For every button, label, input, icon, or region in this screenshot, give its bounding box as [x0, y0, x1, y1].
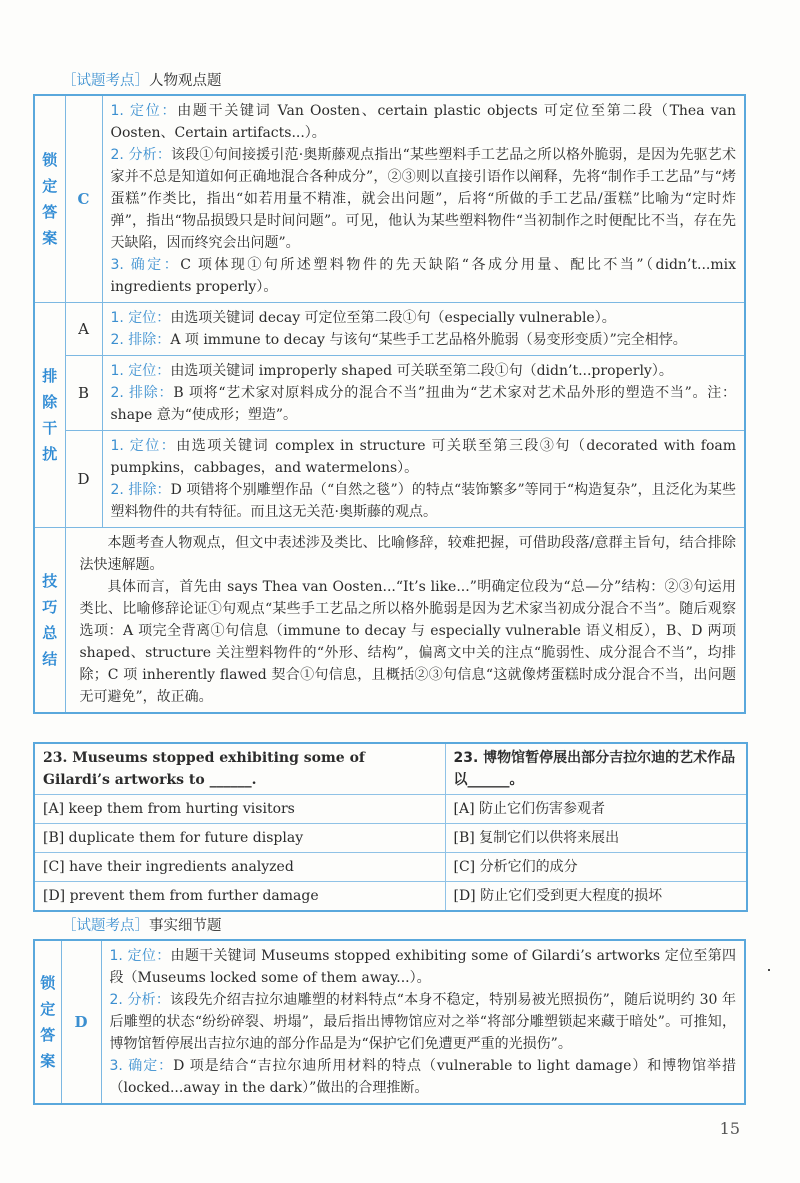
- question-row: [34, 743, 747, 795]
- option-row: [34, 795, 747, 824]
- page-number: 15: [719, 1119, 740, 1138]
- option-letter: A: [65, 303, 102, 356]
- item-text: 由选项关键词 improperly shaped 可关联至第二段①句（didn’t...properly）。: [170, 363, 673, 379]
- tag-text: 人物观点题: [149, 73, 222, 89]
- tips-paragraph: 本题考查人物观点，但文中表述涉及类比、比喻修辞，较难把握，可借助段落/意群主旨句，结合排除法快速解题。: [79, 535, 736, 573]
- item-label: 2. 分析：: [109, 992, 171, 1008]
- question-type-tag: [62, 915, 748, 937]
- exclude-row-d: [34, 431, 745, 528]
- question-zh: 23. 博物馆暂停展出部分吉拉尔迪的艺术作品以______。: [445, 743, 747, 795]
- tag-bracket: ［试题考点］: [62, 73, 149, 89]
- option-zh: [D] 防止它们受到更大程度的损坏: [445, 882, 747, 912]
- item-label: 1. 定位：: [110, 310, 171, 326]
- item-label: 2. 排除：: [110, 482, 171, 498]
- section-label-tips: 技巧总结: [34, 528, 65, 714]
- item-text: 该段先介绍吉拉尔迪雕塑的材料特点“本身不稳定，特别易被光照损伤”，随后说明约 30 年后雕塑的状态“纷纷碎裂、坍塌”，最后指出博物馆应对之举“将部分雕塑锁起来藏于暗处”。可推知，博物馆暂停展出吉拉尔迪的部分作品是为“保护它们免遭更严重的光损伤”。: [109, 992, 737, 1052]
- item-text: 由选项关键词 complex in structure 可关联至第三段③句（decorated with foam pumpkins，cabbages，and watermelons）。: [110, 438, 736, 476]
- margin-dot: [768, 969, 770, 971]
- exclude-explanation: [102, 431, 745, 528]
- item-text: 由题干关键词 Van Oosten、certain plastic objects 可定位至第二段（Thea van Oosten、Certain artifacts...）。: [110, 103, 736, 141]
- option-en: [B] duplicate them for future display: [34, 824, 445, 853]
- tag-text: 事实细节题: [149, 918, 222, 934]
- option-row: [34, 882, 747, 912]
- analysis-table-q23: [33, 939, 746, 1105]
- item-label: 3. 确定：: [109, 1058, 174, 1074]
- item-label: 2. 分析：: [110, 147, 172, 163]
- exclude-explanation: [102, 356, 745, 431]
- tips-paragraph: 具体而言，首先由 says Thea van Oosten...“It’s like...”明确定位段为“总—分”结构：②③句运用类比、比喻修辞论证①句观点“某些手工艺品之所以格外脆弱是因为艺术家当初成分混合不当”。随后观察选项：A 项完全背离①句信息（immune to decay 与 especially vulnerable 语义相反），B、D 两项 shaped、structure 关注塑料物件的“外形、结构”，偏离文中关的注点“脆弱性、成分混合不当”，均排除；C 项 inherently flawed 契合①句信息，且概括②③句信息“这就像烤蛋糕时成分混合不当，出问题无可避免”，故正确。: [79, 579, 736, 705]
- option-row: [34, 824, 747, 853]
- item-label: 3. 确定：: [110, 257, 181, 273]
- item-label: 1. 定位：: [110, 103, 178, 119]
- option-letter: D: [65, 431, 102, 528]
- item-label: 2. 排除：: [110, 332, 171, 348]
- question-en: 23. Museums stopped exhibiting some of Gilardi’s artworks to ______.: [34, 743, 445, 795]
- item-text: B 项将“艺术家对原料成分的混合不当”扭曲为“艺术家对艺术品外形的塑造不当”。注：shape 意为“使成形；塑造”。: [110, 385, 736, 423]
- option-zh: [B] 复制它们以供将来展出: [445, 824, 747, 853]
- option-zh: [A] 防止它们伤害参观者: [445, 795, 747, 824]
- tag-bracket: ［试题考点］: [62, 918, 149, 934]
- answer-row: [34, 940, 745, 1104]
- section-label-exclude: 排除干扰: [34, 303, 65, 528]
- item-text: 该段①句间接援引范·奥斯藤观点指出“某些塑料手工艺品之所以格外脆弱，是因为先驱艺术家并不总是知道如何正确地混合各种成分”，②③则以直接引语作以阐释，先将“制作手工艺品”与“烤蛋糕”作类比，指出“如若用量不精准，就会出问题”，后将“所做的手工艺品/蛋糕”比喻为“定时炸弹”，指出“物品损毁只是时间问题”。可见，他认为某些塑料物件“当初制作之时便配比不当，存在先天缺陷，因而终究会出问题”。: [110, 147, 736, 251]
- item-label: 1. 定位：: [110, 438, 177, 454]
- item-text: D 项是结合“吉拉尔迪所用材料的特点（vulnerable to light damage）和博物馆举措（locked...away in the dark）”做出的合理推断。: [109, 1058, 736, 1096]
- spacer: [33, 714, 748, 742]
- question-table-q23: [33, 742, 748, 912]
- tips-row: [34, 528, 745, 714]
- answer-letter: C: [65, 95, 102, 303]
- section-label-answer: 锁定答案: [34, 940, 61, 1104]
- option-en: [A] keep them from hurting visitors: [34, 795, 445, 824]
- item-text: 由题干关键词 Museums stopped exhibiting some of Gilardi’s artworks 定位至第四段（Museums locked some of them away...）。: [109, 948, 736, 986]
- exclude-row-a: [34, 303, 745, 356]
- analysis-table-q22: [33, 94, 746, 714]
- exclude-row-b: [34, 356, 745, 431]
- option-zh: [C] 分析它们的成分: [445, 853, 747, 882]
- item-text: C 项体现①句所述塑料物件的先天缺陷“各成分用量、配比不当”（didn’t...mix ingredients properly）。: [110, 257, 737, 295]
- option-en: [C] have their ingredients analyzed: [34, 853, 445, 882]
- answer-row: [34, 95, 745, 303]
- option-letter: B: [65, 356, 102, 431]
- item-text: 由选项关键词 decay 可定位至第二段①句（especially vulnerable）。: [170, 310, 616, 326]
- item-label: 2. 排除：: [110, 385, 174, 401]
- option-en: [D] prevent them from further damage: [34, 882, 445, 912]
- question-type-tag: [62, 70, 748, 92]
- item-label: 1. 定位：: [110, 363, 171, 379]
- item-text: D 项错将个别雕塑作品（“自然之毯”）的特点“装饰繁多”等同于“构造复杂”，且泛化为某些塑料物件的共有特征。而且这无关范·奥斯藤的观点。: [110, 482, 736, 520]
- tips-summary: [65, 528, 745, 714]
- option-row: [34, 853, 747, 882]
- answer-item: [111, 100, 737, 144]
- answer-letter: D: [61, 940, 101, 1104]
- exclude-explanation: [102, 303, 745, 356]
- answer-item: [111, 254, 737, 298]
- answer-item: [111, 144, 737, 254]
- answer-explanation: [101, 940, 745, 1104]
- answer-explanation: [102, 95, 745, 303]
- item-text: A 项 immune to decay 与该句“某些手工艺品格外脆弱（易变形变质）”完全相悖。: [170, 332, 687, 348]
- section-label-answer: 锁定答案: [34, 95, 65, 303]
- item-label: 1. 定位：: [109, 948, 171, 964]
